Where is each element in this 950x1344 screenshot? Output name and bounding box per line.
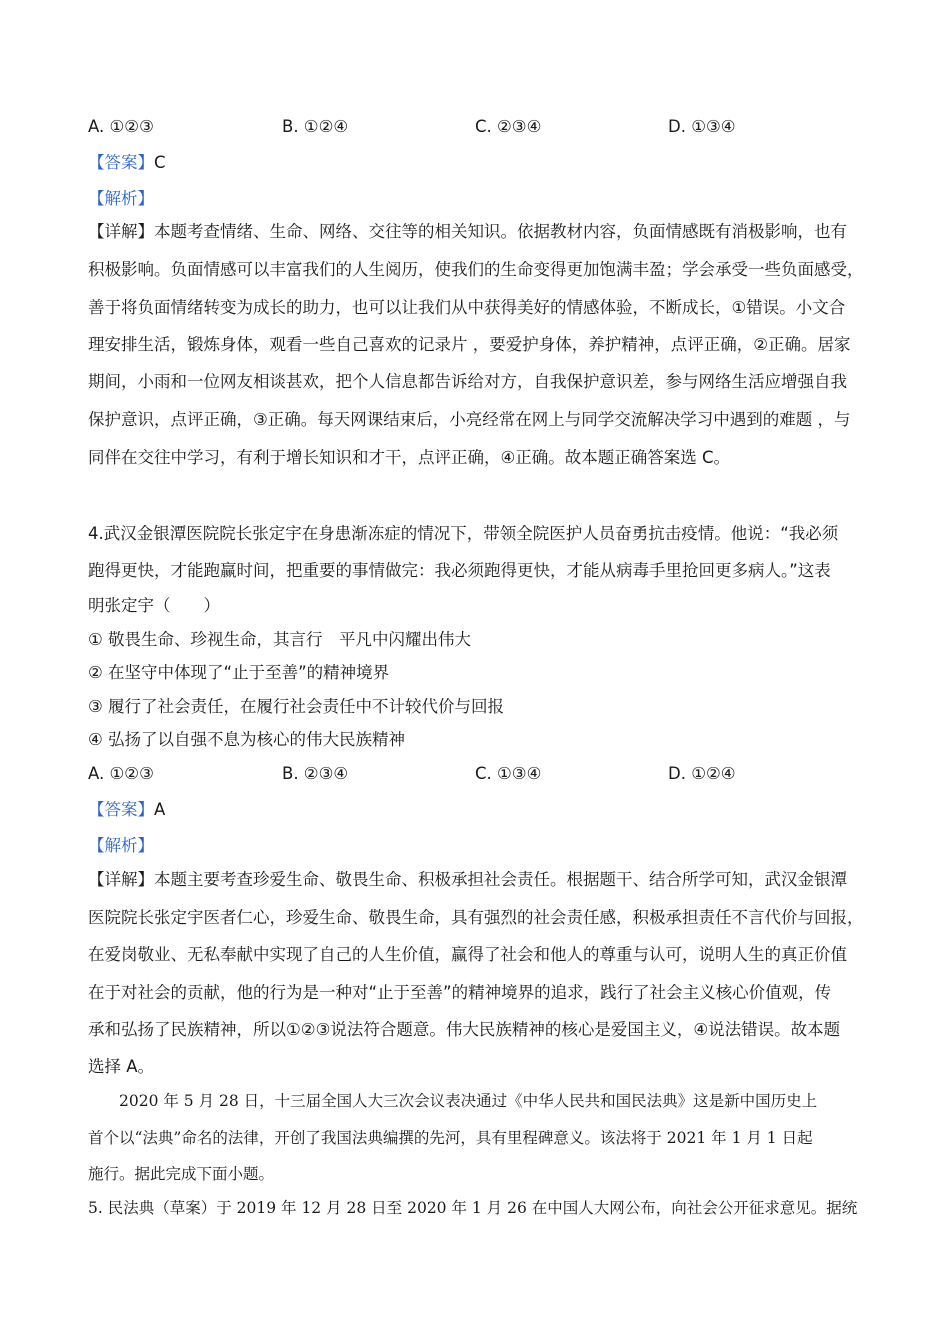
q4-detail-line: 在于对社会的贡献，他的行为是一种对“止于至善”的精神境界的追求，践行了社会主义核心价值观，传 (88, 983, 832, 1002)
q3-analysis-tag: 【解析】 (88, 189, 154, 208)
q4-detail-tag: 【详解】 (88, 870, 154, 889)
q3-detail-line: 积极影响。负面情感可以丰富我们的人生阅历，使我们的生命变得更加饱满丰盈；学会承受一些负面感受， (88, 260, 864, 279)
q4-detail-line: 【详解】本题主要考查珍爱生命、敬畏生命、积极承担社会责任。根据题干、结合所学可知，武汉金银潭 (88, 870, 847, 889)
q3-answer-tag: 【答案】 (88, 153, 154, 172)
q3-answer-value: C (154, 153, 166, 172)
q4-option-b: B. ②③④ (282, 764, 349, 783)
q3-detail-line: 期间，小雨和一位网友相谈甚欢，把个人信息都告诉给对方，自我保护意识差，参与网络生活应增强自我 (88, 372, 847, 391)
material-line: 施行。据此完成下面小题。 (88, 1165, 275, 1183)
q3-option-d: D. ①③④ (668, 117, 736, 136)
q4-stem-line: 4.武汉金银潭医院院长张定宇在身患渐冻症的情况下，带领全院医护人员奋勇抗击疫情。他说：“我必须 (88, 524, 839, 543)
q4-analysis-tag: 【解析】 (88, 836, 154, 855)
q4-detail-line: 选择 A。 (88, 1057, 155, 1076)
q4-statement-2: ② 在坚守中体现了“止于至善”的精神境界 (88, 663, 390, 682)
q4-stem-line: 明张定宇（ ） (88, 596, 220, 615)
q3-option-c: C. ②③④ (475, 117, 542, 136)
q3-detail-line: 善于将负面情绪转变为成长的助力，也可以让我们从中获得美好的情感体验，不断成长，①错误。小文合 (88, 298, 846, 317)
q4-option-a: A. ①②③ (88, 764, 154, 783)
q4-statement-1: ① 敬畏生命、珍视生命，其言行 平凡中闪耀出伟大 (88, 630, 472, 649)
q3-detail-line: 【详解】本题考查情绪、生命、网络、交往等的相关知识。依据教材内容，负面情感既有消极影响，也有 (88, 222, 847, 241)
q4-detail-line: 承和弘扬了民族精神，所以①②③说法符合题意。伟大民族精神的核心是爱国主义，④说法错误。故本题 (88, 1020, 841, 1039)
q4-detail-line: 医院院长张定宇医者仁心，珍爱生命、敬畏生命，具有强烈的社会责任感，积极承担责任不言代价与回报， (88, 908, 864, 927)
q3-detail-tag: 【详解】 (88, 222, 154, 241)
q3-detail-line: 保护意识，点评正确，③正确。每天网课结束后，小亮经常在网上与同学交流解决学习中遇到的难题 ，与 (88, 410, 851, 429)
q4-stem-line: 跑得更快，才能跑赢时间，把重要的事情做完：我必须跑得更快，才能从病毒手里抢回更多病人。”这表 (88, 561, 831, 580)
material-line: 首个以“法典”命名的法律，开创了我国法典编撰的先河，具有里程碑意义。该法将于 2021 年 1 月 1 日起 (88, 1129, 813, 1147)
q3-answer-row (88, 151, 166, 175)
q4-answer-row (88, 798, 165, 822)
q3-option-a: A. ①②③ (88, 117, 154, 136)
q4-answer-value: A (154, 800, 166, 819)
q4-detail-line: 在爱岗敬业、无私奉献中实现了自己的人生价值，赢得了社会和他人的尊重与认可，说明人生的真正价值 (88, 945, 847, 964)
q5-stem-line: 5. 民法典（草案）于 2019 年 12 月 28 日至 2020 年 1 月 26 在中国人大网公布，向社会公开征求意见。据统 (88, 1199, 858, 1217)
q3-detail-line: 理安排生活，锻炼身体，观看一些自己喜欢的记录片 ，要爱护身体，养护精神，点评正确，②正确。居家 (88, 335, 851, 354)
q4-statement-4: ④ 弘扬了以自强不息为核心的伟大民族精神 (88, 730, 406, 749)
material-line: 2020 年 5 月 28 日，十三届全国人大三次会议表决通过《中华人民共和国民法典》这是新中国历史上 (88, 1092, 818, 1110)
q4-statement-3: ③ 履行了社会责任，在履行社会责任中不计较代价与回报 (88, 697, 505, 716)
q4-answer-tag: 【答案】 (88, 800, 154, 819)
q3-detail-line: 同伴在交往中学习，有利于增长知识和才干，点评正确，④正确。故本题正确答案选 C。 (88, 448, 731, 467)
q4-option-c: C. ①③④ (475, 764, 542, 783)
q4-option-d: D. ①②④ (668, 764, 736, 783)
q3-option-b: B. ①②④ (282, 117, 349, 136)
